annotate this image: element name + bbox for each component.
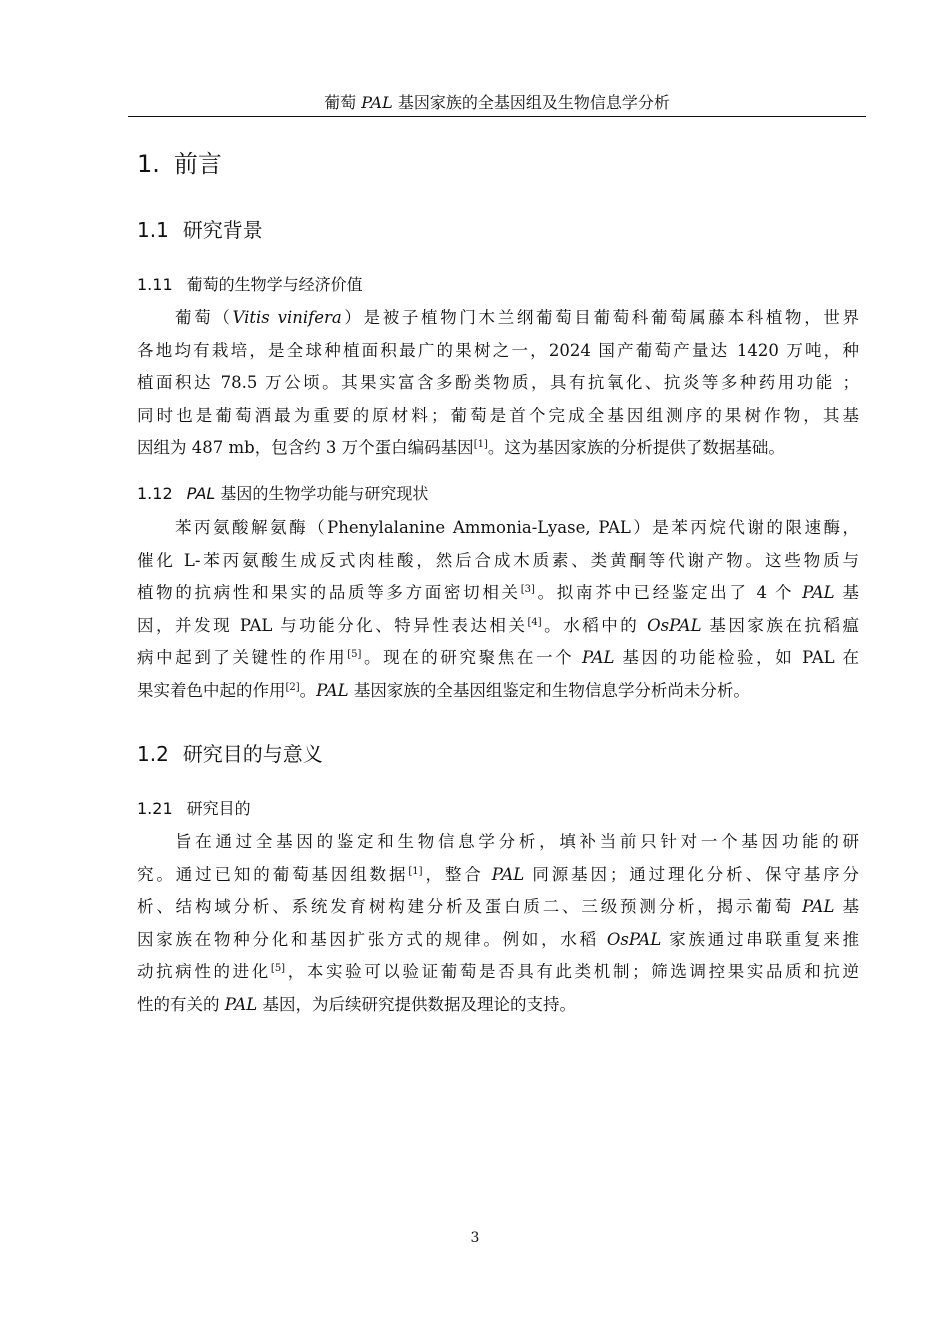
header-text-rest: 基因家族的全基因组及生物信息学分析: [392, 93, 670, 112]
text-line: 植物的抗病性和果实的品质等多方面密切相关[3]。拟南芥中已经鉴定出了 4 个 PAL 基: [137, 583, 860, 602]
citation: [2]: [285, 681, 300, 693]
section-number: 1.11: [137, 275, 173, 294]
text-line: 因组为 487 mb，包含约 3 万个蛋白编码基因[1]。这为基因家族的分析提供了数据基础。: [137, 438, 785, 457]
section-heading-1-1: [137, 216, 263, 244]
section-title: 研究目的: [186, 799, 251, 818]
text-line: 性的有关的 PAL 基因，为后续研究提供数据及理论的支持。: [137, 994, 576, 1014]
citation: [3]: [520, 584, 535, 595]
text-line: 旨在通过全基因的鉴定和生物信息学分析，填补当前只针对一个基因功能的研: [175, 832, 859, 851]
citation: [1]: [473, 439, 488, 450]
text-line: 究。通过已知的葡萄基因组数据[1]，整合 PAL 同源基因；通过理化分析、保守基序分: [137, 864, 859, 884]
citation: [5]: [347, 649, 362, 660]
section-heading-1-2: [137, 740, 323, 768]
page-number: 3: [470, 1230, 480, 1246]
text-line: 苯丙氨酸解氨酶（Phenylalanine Ammonia-Lyase, PAL）是苯丙烷代谢的限速酶，: [175, 518, 859, 537]
citation: [5]: [270, 963, 286, 974]
section-number: 1.21: [137, 799, 173, 818]
section-title: 研究目的与意义: [182, 742, 323, 766]
section-number: 1.1: [137, 218, 169, 242]
paragraph-pal-function: [137, 512, 859, 707]
header-rule: [128, 116, 866, 117]
section-number: 1.: [137, 150, 160, 178]
text-line: 植面积达 78.5 万公顷。其果实富含多酚类物质，具有抗氧化、抗炎等多种药用功能 ；: [137, 373, 859, 392]
text-line: 果实着色中起的作用[2]。PAL 基因家族的全基因组鉴定和生物信息学分析尚未分析。: [137, 680, 750, 700]
section-title: 葡萄的生物学与经济价值: [186, 275, 363, 294]
section-title: 基因的生物学功能与研究现状: [215, 484, 429, 503]
text-line: 葡萄（Vitis vinifera）是被子植物门木兰纲葡萄目葡萄科葡萄属藤本科植物，世界: [175, 308, 860, 327]
section-heading-1-12: [137, 482, 428, 506]
header-text: 葡萄: [324, 93, 362, 112]
section-title: 研究背景: [182, 218, 263, 242]
section-number: 1.2: [137, 742, 169, 766]
text-line: 因，并发现 PAL 与功能分化、特异性表达相关[4]。水稻中的 OsPAL 基因家族在抗稻瘟: [137, 615, 859, 635]
text-line: 同时也是葡萄酒最为重要的原材料；葡萄是首个完成全基因组测序的果树作物，其基: [137, 405, 859, 425]
section-heading-1: [137, 148, 222, 180]
header-gene-name: PAL: [361, 93, 393, 112]
section-title-gene: PAL: [186, 484, 216, 503]
section-heading-1-21: [137, 797, 251, 821]
paragraph-grape-value: [137, 302, 859, 465]
citation: [1]: [408, 865, 423, 877]
text-line: 病中起到了关键性的作用[5]。现在的研究聚焦在一个 PAL 基因的功能检验，如 PAL 在: [137, 648, 859, 667]
paragraph-research-purpose: [137, 826, 859, 1021]
citation: [4]: [527, 616, 542, 628]
text-line: 析、结构域分析、系统发育树构建分析及蛋白质二、三级预测分析，揭示葡萄 PAL 基: [137, 897, 860, 916]
section-heading-1-11: [137, 273, 363, 297]
text-line: 催化 L-苯丙氨酸生成反式肉桂酸，然后合成木质素、类黄酮等代谢产物。这些物质与: [137, 550, 859, 570]
text-line: 动抗病性的进化[5]，本实验可以验证葡萄是否具有此类机制；筛选调控果实品质和抗逆: [137, 962, 860, 981]
species-name: Vitis vinifera: [232, 308, 342, 327]
section-number: 1.12: [137, 484, 173, 503]
running-header: [128, 92, 866, 114]
section-title: 前言: [173, 150, 222, 178]
text-line: 各地均有栽培，是全球种植面积最广的果树之一，2024 国产葡萄产量达 1420 万吨，种: [137, 340, 859, 360]
text-line: 因家族在物种分化和基因扩张方式的规律。例如，水稻 OsPAL 家族通过串联重复来推: [137, 929, 859, 949]
